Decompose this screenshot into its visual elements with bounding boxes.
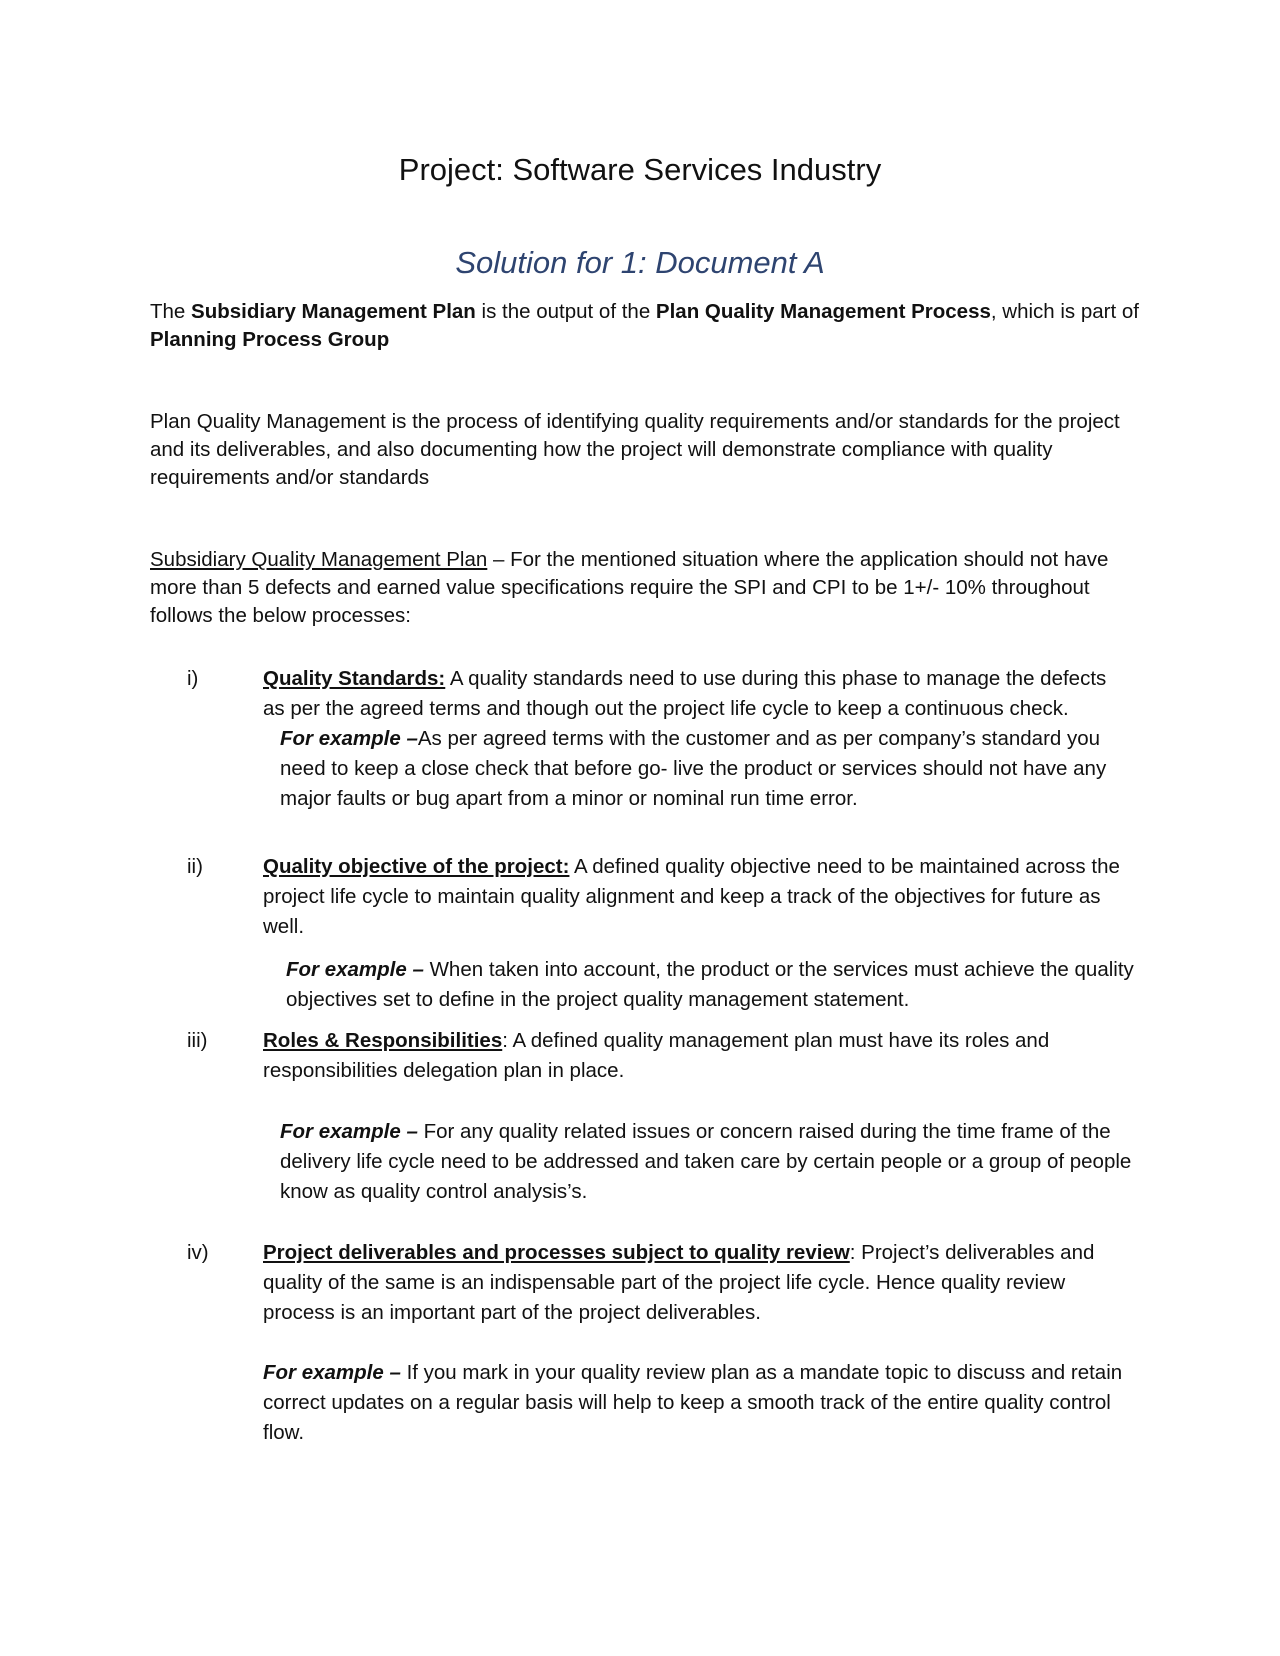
list-number: iii) — [187, 1029, 208, 1052]
example-paragraph — [263, 1358, 1123, 1448]
list-item-body — [263, 1026, 1133, 1086]
document-title: Project: Software Services Industry — [398, 152, 882, 187]
list-item-text: : A defined quality management plan must have its roles and responsibilities delegation plan in place. — [263, 1029, 1050, 1082]
list-number: ii) — [187, 855, 203, 878]
intro-bold-term: Plan Quality Management Process — [655, 300, 991, 323]
intro-bold-term: Subsidiary Management Plan — [191, 300, 476, 323]
list-item-text: A defined quality objective need to be maintained across the project life cycle to maintain quality alignment and keep a track of the objectives for future as well. — [263, 855, 1120, 938]
list-item-text: : Project’s deliverables and quality of the same is an indispensable part of the project life cycle. Hence quality review process is an important part of the project deliverables. — [263, 1241, 1095, 1324]
list-number: iv) — [187, 1241, 209, 1264]
list-item-body — [263, 852, 1133, 942]
example-paragraph — [280, 724, 1140, 814]
example-text: As per agreed terms with the customer and as per company’s standard you need to keep a close check that before go- live the product or services should not have any major faults or bug apart from a minor or nominal run time error. — [280, 727, 1107, 810]
list-item-heading: Quality objective of the project: — [263, 855, 570, 878]
list-item-body — [263, 1238, 1133, 1328]
list-item-heading: Quality Standards: — [263, 667, 446, 690]
intro-text: The — [150, 300, 192, 323]
example-label: For example – — [263, 1361, 401, 1384]
list-item-text: A quality standards need to use during this phase to manage the defects as per the agreed terms and though out the project life cycle to keep a continuous check. — [263, 667, 1107, 720]
document-subtitle: Solution for 1: Document A — [455, 245, 825, 280]
list-number: i) — [187, 667, 199, 690]
list-item-heading: Roles & Responsibilities — [263, 1029, 503, 1052]
subsidiary-text: – For the mentioned situation where the application should not have more than 5 defects and earned value specifications require the SPI and CPI to be 1+/- 10% throughout follows the below processes: — [150, 548, 1109, 627]
intro-text: , which is part of — [990, 300, 1139, 323]
list-item-body — [263, 664, 1133, 724]
example-label: For example – — [280, 1120, 418, 1143]
intro-paragraph — [150, 298, 1140, 354]
example-text: For any quality related issues or concern raised during the time frame of the delivery life cycle need to be addressed and taken care by certain people or a group of people know as quality control analysis’s. — [280, 1120, 1132, 1203]
subsidiary-paragraph — [150, 546, 1140, 630]
example-paragraph — [280, 1117, 1140, 1207]
example-label: For example – — [280, 727, 418, 750]
example-text: If you mark in your quality review plan as a mandate topic to discuss and retain correct updates on a regular basis will help to keep a smooth track of the entire quality control flow. — [263, 1361, 1123, 1444]
subsidiary-label: Subsidiary Quality Management Plan — [150, 548, 488, 571]
intro-text: is the output of the — [475, 300, 656, 323]
example-paragraph — [286, 955, 1136, 1015]
list-item-heading: Project deliverables and processes subject to quality review — [263, 1241, 850, 1264]
example-label: For example – — [286, 958, 424, 981]
intro-bold-term: Planning Process Group — [150, 328, 390, 351]
example-text: When taken into account, the product or the services must achieve the quality objectives set to define in the project quality management statement. — [286, 958, 1134, 1011]
definition-paragraph: Plan Quality Management is the process of identifying quality requirements and/or standards for the project and its deliverables, and also documenting how the project will demonstrate compliance with quality requirements and/or standards — [150, 410, 1120, 489]
